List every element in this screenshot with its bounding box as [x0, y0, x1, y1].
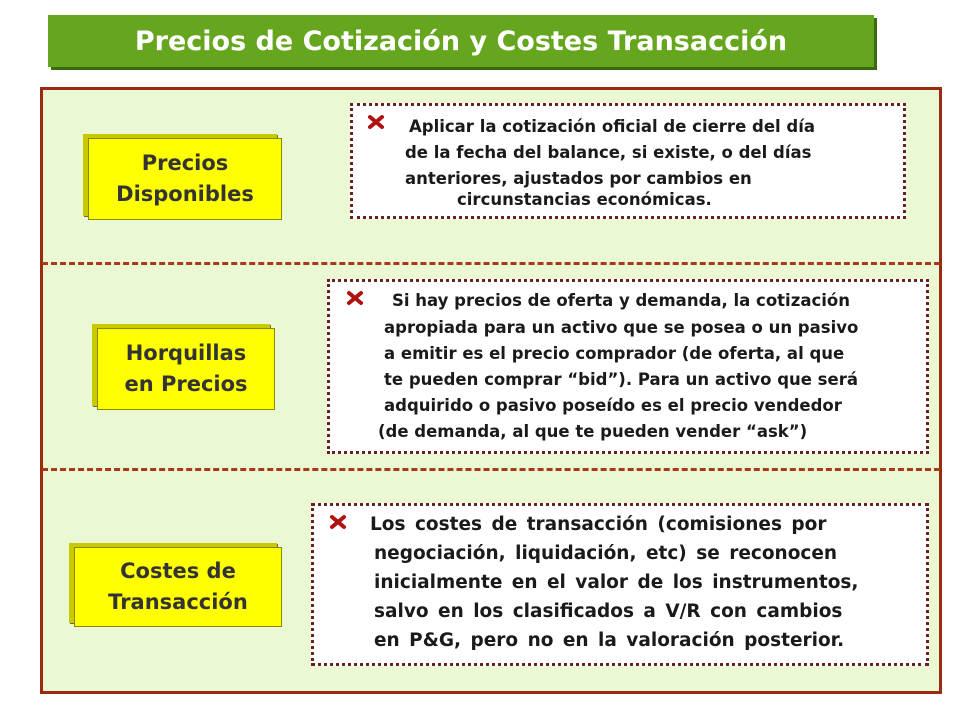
- text-line: adquirido o pasivo poseído es el precio vendedor: [384, 396, 842, 415]
- section-divider: [42, 468, 940, 471]
- label-costes-de-transaccion: [74, 547, 282, 627]
- label-line: Precios: [141, 150, 229, 175]
- text-line: Los costes de transacción (comisiones por: [370, 514, 827, 535]
- text-line: de la fecha del balance, si existe, o del días: [405, 143, 812, 162]
- x-mark-icon: [329, 514, 347, 530]
- text-line: circunstancias económicas.: [457, 190, 712, 209]
- label-line: en Precios: [124, 372, 248, 396]
- text-line: (de demanda, al que te pueden vender “ask”): [378, 422, 808, 441]
- text-line: Si hay precios de oferta y demanda, la cotización: [392, 291, 850, 310]
- text-line: apropiada para un activo que se posea o un pasivo: [384, 318, 859, 337]
- text-box-horquillas-en-precios: [327, 279, 929, 454]
- text-box-costes-de-transaccion: [311, 503, 929, 666]
- text-line: negociación, liquidación, etc) se reconocen: [374, 543, 838, 564]
- text-box-precios-disponibles: [350, 103, 906, 219]
- label-line: Disponibles: [116, 182, 254, 206]
- text-line: a emitir es el precio comprador (de oferta, al que: [384, 344, 845, 363]
- text-line: Aplicar la cotización oficial de cierre del día: [409, 117, 816, 136]
- section-divider: [42, 262, 940, 265]
- x-mark-icon: [367, 114, 385, 130]
- label-line: Transacción: [108, 590, 248, 614]
- label-line: Horquillas: [125, 340, 247, 365]
- label-precios-disponibles: [88, 138, 282, 220]
- label-line: Costes de: [120, 558, 236, 583]
- slide-title: Precios de Cotización y Costes Transacción: [48, 15, 874, 67]
- text-line: te pueden comprar “bid”). Para un activo que será: [384, 370, 858, 389]
- text-line: anteriores, ajustados por cambios en: [405, 169, 752, 188]
- x-mark-icon: [346, 290, 364, 306]
- label-horquillas-en-precios: [97, 328, 275, 410]
- text-line: inicialmente en el valor de los instrumentos,: [374, 572, 859, 593]
- text-line: en P&G, pero no en la valoración posterior.: [374, 630, 845, 651]
- text-line: salvo en los clasificados a V/R con cambios: [374, 601, 843, 622]
